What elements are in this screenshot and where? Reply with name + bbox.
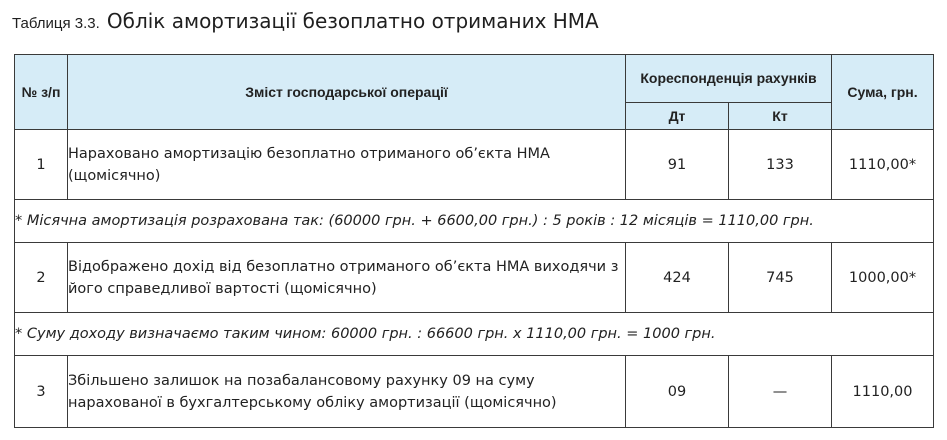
header-operation-content: Зміст господарської операції: [68, 55, 626, 130]
row-description: Збільшено залишок на позабалансовому рахунку 09 на суму нарахованої в бухгалтерському обліку амортизації (щомісячно): [68, 356, 626, 428]
row-description: Нараховано амортизацію безоплатно отриманого об’єкта НМА (щомісячно): [68, 130, 626, 200]
table-title: [12, 6, 599, 39]
note-row: [15, 313, 934, 356]
table-row: [15, 130, 934, 200]
row-number: 3: [15, 356, 68, 428]
row-credit: 133: [729, 130, 832, 200]
row-number: 2: [15, 243, 68, 313]
header-credit: Кт: [729, 103, 832, 130]
row-sum: 1110,00*: [832, 130, 934, 200]
row-description: Відображено дохід від безоплатно отриманого об’єкта НМА виходячи з його справедливої вартості (щомісячно): [68, 243, 626, 313]
note-text: * Місячна амортизація розрахована так: (60000 грн. + 6600,00 грн.) : 5 років : 12 місяців = 1110,00 грн.: [15, 200, 934, 243]
table-row: [15, 356, 934, 428]
header-account-correspondence: Кореспонденція рахунків: [626, 55, 832, 103]
note-row: [15, 200, 934, 243]
header-number: № з/п: [15, 55, 68, 130]
row-sum: 1110,00: [832, 356, 934, 428]
row-sum: 1000,00*: [832, 243, 934, 313]
row-debit: 424: [626, 243, 729, 313]
row-credit: —: [729, 356, 832, 428]
table-caption: Облік амортизації безоплатно отриманих НМА: [106, 9, 599, 33]
row-debit: 09: [626, 356, 729, 428]
table-number: Таблиця 3.3.: [12, 15, 100, 32]
header-debit: Дт: [626, 103, 729, 130]
header-sum: Сума, грн.: [832, 55, 934, 130]
amortization-table: [14, 54, 934, 428]
row-credit: 745: [729, 243, 832, 313]
table-row: [15, 243, 934, 313]
row-debit: 91: [626, 130, 729, 200]
note-text: * Суму доходу визначаємо таким чином: 60000 грн. : 66600 грн. х 1110,00 грн. = 1000 грн.: [15, 313, 934, 356]
row-number: 1: [15, 130, 68, 200]
